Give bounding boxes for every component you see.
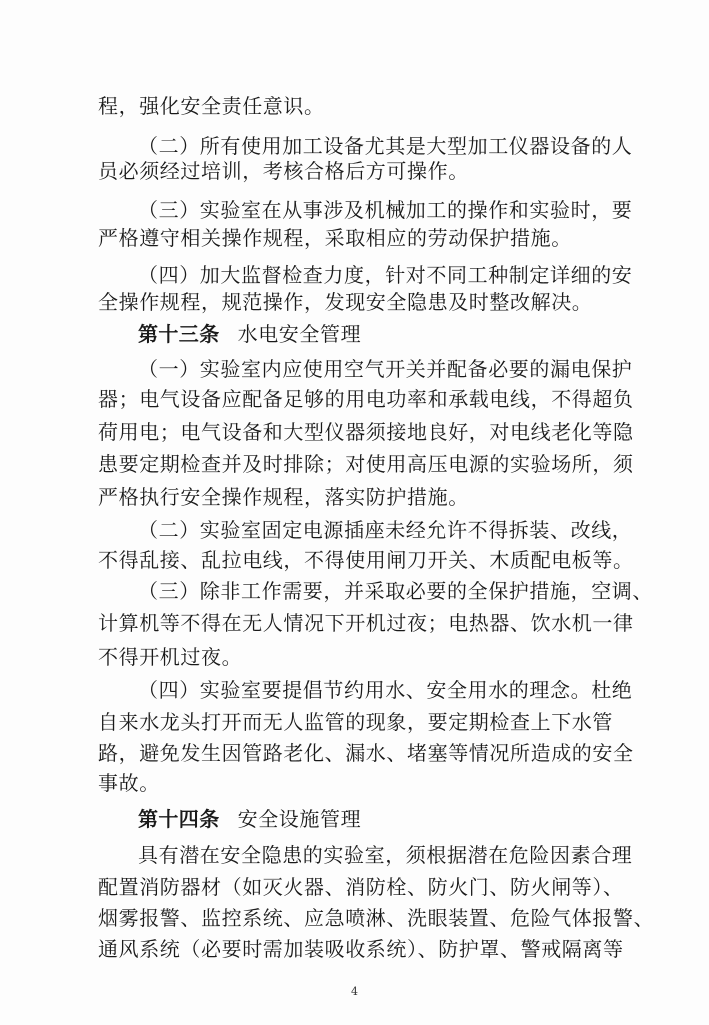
article-number: 第十三条	[138, 322, 220, 346]
paragraph-line: 患要定期检查并及时排除；对使用高压电源的实验场所，须	[98, 452, 634, 476]
paragraph-line: （三）实验室在从事涉及机械加工的操作和实验时，要	[138, 198, 633, 222]
paragraph-line: 配置消防器材（如灭火器、消防栓、防火门、防火闸等）、	[98, 875, 624, 899]
page-number: 4	[351, 985, 358, 998]
paragraph-line: 自来水龙头打开而无人监管的现象，要定期检查上下水管	[98, 710, 613, 734]
paragraph-line: （二）所有使用加工设备尤其是大型加工仪器设备的人	[138, 134, 633, 158]
paragraph-line: 严格遵守相关操作规程，采取相应的劳动保护措施。	[98, 226, 572, 250]
article-heading	[138, 806, 658, 832]
paragraph-line: 程，强化安全责任意识。	[98, 94, 325, 118]
paragraph-line: （四）加大监督检查力度，针对不同工种制定详细的安	[138, 263, 633, 287]
paragraph-line: 烟雾报警、监控系统、应急喷淋、洗眼装置、危险气体报警、	[98, 906, 655, 930]
article-heading	[138, 321, 658, 347]
paragraph-line: （三）除非工作需要，并采取必要的全保护措施，空调、	[138, 579, 653, 603]
paragraph-line: 荷用电；电气设备和大型仪器须接地良好，对电线老化等隐	[98, 420, 634, 444]
paragraph-line: 计算机等不得在无人情况下开机过夜；电热器、饮水机一律	[98, 611, 634, 635]
article-number: 第十四条	[138, 807, 220, 831]
paragraph-line: 不得开机过夜。	[98, 645, 243, 669]
paragraph-line: （一）实验室内应使用空气开关并配备必要的漏电保护	[138, 357, 633, 381]
paragraph-line: 严格执行安全操作规程，落实防护措施。	[98, 485, 469, 509]
paragraph-line: 全操作规程，规范操作，发现安全隐患及时整改解决。	[98, 290, 593, 314]
paragraph-line: 器；电气设备应配备足够的用电功率和承载电线，不得超负	[98, 387, 634, 411]
paragraph-line: 路，避免发生因管路老化、漏水、堵塞等情况所造成的安全	[98, 741, 634, 765]
paragraph-line: 事故。	[98, 771, 160, 795]
paragraph-line: 具有潜在安全隐患的实验室，须根据潜在危险因素合理	[138, 843, 633, 867]
paragraph-line: （二）实验室固定电源插座未经允许不得拆装、改线，	[138, 518, 633, 542]
paragraph-line: 通风系统（必要时需加装吸收系统）、防护罩、警戒隔离等	[98, 937, 624, 961]
paragraph-line: （四）实验室要提倡节约用水、安全用水的理念。杜绝	[138, 678, 633, 702]
article-title: 水电安全管理	[237, 322, 362, 346]
paragraph-line: 不得乱接、乱拉电线，不得使用闸刀开关、木质配电板等。	[98, 548, 634, 572]
paragraph-line: 员必须经过培训，考核合格后方可操作。	[98, 159, 469, 183]
article-title: 安全设施管理	[237, 807, 362, 831]
